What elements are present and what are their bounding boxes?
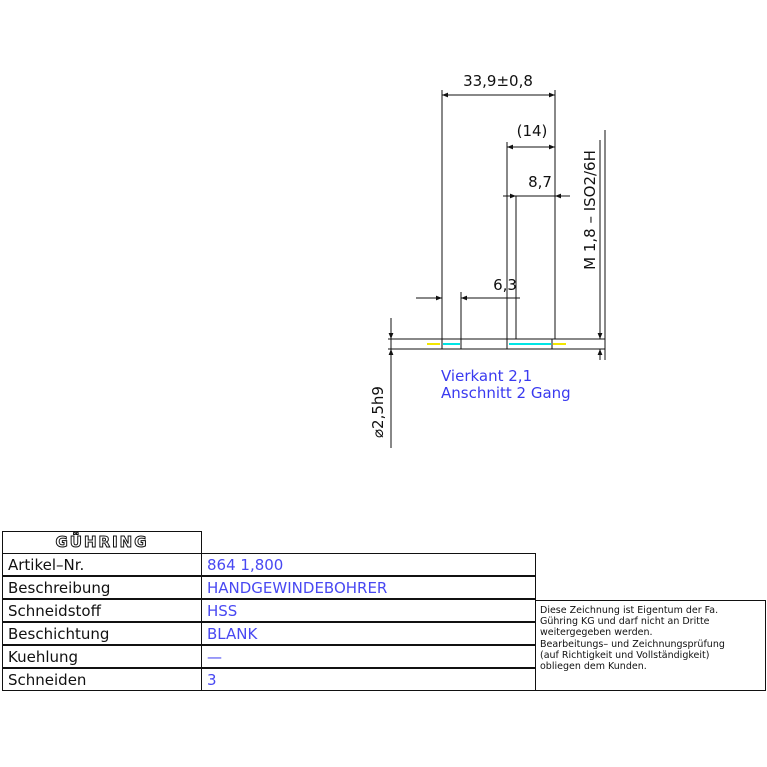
dim-thread-length-label: 8,7 — [528, 173, 552, 191]
title-block-label: Schneidstoff — [2, 599, 202, 622]
title-block-value: HANDGEWINDEBOHRER — [201, 576, 536, 599]
guhring-logo: GÜHRING — [55, 533, 149, 551]
title-block-row — [2, 553, 534, 576]
title-block-label: Kuehlung — [2, 645, 202, 668]
title-block-row — [2, 576, 534, 599]
title-block-row — [2, 645, 534, 668]
title-block-row — [2, 622, 534, 645]
thread-spec-label: M 1,8 – ISO2/6H — [581, 150, 599, 270]
tool-outline — [388, 339, 605, 349]
title-block-row — [2, 599, 534, 622]
title-block-value: BLANK — [201, 622, 536, 645]
title-block-row — [2, 668, 534, 691]
title-block-value: HSS — [201, 599, 536, 622]
dimension-lines — [391, 95, 600, 372]
notice-line: Gühring KG und darf nicht an Dritte — [540, 616, 710, 628]
title-block-value: 864 1,800 — [201, 553, 536, 576]
title-block-value: — — [201, 645, 536, 668]
notice-line: Diese Zeichnung ist Eigentum der Fa. — [540, 605, 719, 616]
notice-line: obliegen dem Kunden. — [540, 661, 647, 673]
note-chamfer: Anschnitt 2 Gang — [441, 384, 571, 402]
shank-diameter-label: ⌀2,5h9 — [369, 386, 387, 438]
title-block-label: Schneiden — [2, 668, 202, 691]
title-block-label: Beschreibung — [2, 576, 202, 599]
note-square: Vierkant 2,1 — [441, 367, 533, 385]
ownership-notice — [535, 600, 766, 691]
logo-cell — [2, 531, 202, 553]
title-block-label: Beschichtung — [2, 622, 202, 645]
title-block-label: Artikel–Nr. — [2, 553, 202, 576]
dim-shank-label: (14) — [516, 122, 548, 140]
dim-square-label: 6,3 — [493, 276, 517, 294]
dim-overall-label: 33,9±0,8 — [463, 72, 533, 90]
notice-line: weitergegeben werden. — [540, 627, 653, 639]
title-block-value: 3 — [201, 668, 536, 691]
notice-line: (auf Richtigkeit und Vollständigkeit) — [540, 649, 710, 661]
notice-line: Bearbeitungs– und Zeichnungsprüfung — [540, 638, 725, 650]
